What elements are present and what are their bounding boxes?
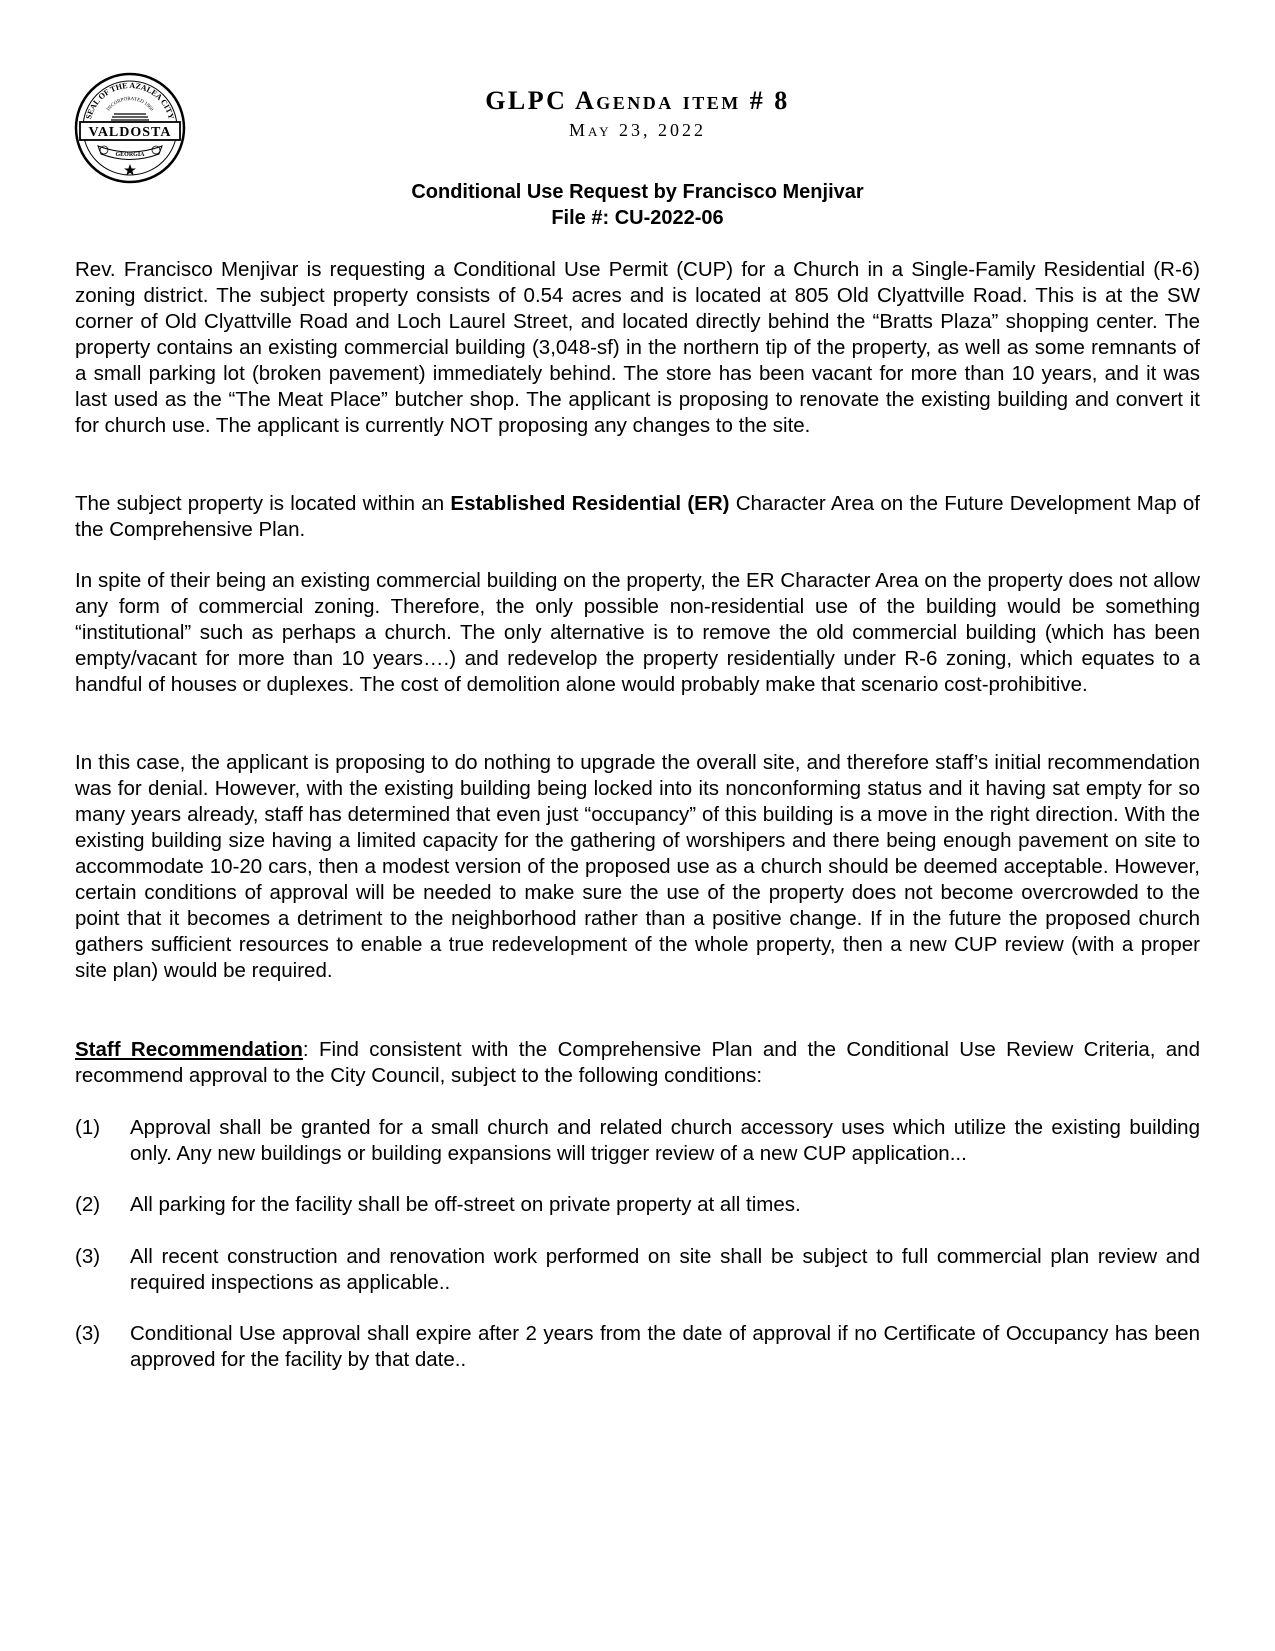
p2-text-before: The subject property is located within an [75,492,451,515]
agenda-date: May 23, 2022 [568,120,707,140]
request-title: Conditional Use Request by Francisco Menjivar [411,181,864,203]
condition-number: (3) [75,1245,101,1268]
paragraph-character-area [75,491,1200,543]
condition-number: (3) [75,1322,101,1345]
paragraph-request-description: Rev. Francisco Menjivar is requesting a Conditional Use Permit (CUP) for a Church in a Single-Family Residential (R-6) zoning district. The subject property consists of 0.54 acres and is located at 805 Old Clyattville Road. This is at the SW corner of Old Clyattville Road and Loch Laurel Street, and located directly behind the “Bratts Plaza” shopping center. The property contains an existing commercial building (3,048-sf) in the northern tip of the property, as well as some remnants of a small parking lot (broken pavement) immediately behind. The store has been vacant for more than 10 years, and it was last used as the “The Meat Place” butcher shop. The applicant is proposing to renovate the existing building and convert it for church use. The applicant is currently NOT proposing any changes to the site. [75,258,1200,437]
paragraph-zoning-analysis: In spite of their being an existing commercial building on the property, the ER Character Area on the property does not allow any form of commercial zoning. Therefore, the only possible non-residential use of the building would be something “institutional” such as perhaps a church. The only alternative is to remove the old commercial building (which has been empty/vacant for more than 10 years….) and redevelop the property residentially under R-6 zoning, which equates to a handful of houses or duplexes. The cost of demolition alone would probably make that scenario cost-prohibitive. [75,569,1200,696]
condition-text: Conditional Use approval shall expire after 2 years from the date of approval if no Certificate of Occupancy has been approved for the facility by that date.. [130,1322,1200,1371]
file-number: File #: CU-2022-06 [551,207,724,229]
condition-text: All parking for the facility shall be off-street on private property at all times. [130,1193,801,1216]
condition-item [75,1192,1200,1218]
paragraph-staff-recommendation [75,1037,1200,1089]
condition-number: (2) [75,1193,101,1216]
condition-text: Approval shall be granted for a small church and related church accessory uses which utilize the existing building only. Any new buildings or building expansions will trigger review of a new CUP application... [130,1116,1200,1165]
staff-recommendation-label: Staff Recommendation [75,1038,303,1061]
svg-text:GEORGIA: GEORGIA [115,152,145,158]
svg-text:INCORPORATED 1860: INCORPORATED 1860 [106,96,154,113]
condition-item [75,1115,1200,1167]
staff-recommendation-text: : Find consistent with the Comprehensive Plan and the Conditional Use Review Criteria, and recommend approval to the City Council, subject to the following conditions: [75,1038,1200,1087]
condition-number: (1) [75,1116,101,1139]
condition-item [75,1321,1200,1373]
svg-text:VALDOSTA: VALDOSTA [88,125,172,140]
paragraph-staff-analysis: In this case, the applicant is proposing to do nothing to upgrade the overall site, and therefore staff’s initial recommendation was for denial. However, with the existing building being locked into its nonconforming status and it having sat empty for so many years already, staff has determined that even just “occupancy” of this building is a move in the right direction. With the existing building size having a limited capacity for the gathering of worshipers and there being enough pavement on site to accommodate 10-20 cars, then a modest version of the proposed use as a church should be deemed acceptable. However, certain conditions of approval will be needed to make sure the use of the property does not become overcrowded to the point that it becomes a detriment to the neighborhood rather than a positive change. If in the future the proposed church gathers sufficient resources to enable a true redevelopment of the whole property, then a new CUP review (with a proper site plan) would be required. [75,751,1200,982]
condition-text: All recent construction and renovation work performed on site shall be subject to full commercial plan review and required inspections as applicable.. [130,1245,1200,1294]
agenda-title: GLPC Agenda item # 8 [485,86,790,115]
character-area-name: Established Residential (ER) [450,492,730,515]
svg-text:SEAL OF THE AZALEA CITY: SEAL OF THE AZALEA CITY [84,80,176,121]
p2-text-after: Character Area on the Future Development Map of the Comprehensive Plan. [75,492,1200,541]
condition-item [75,1244,1200,1296]
